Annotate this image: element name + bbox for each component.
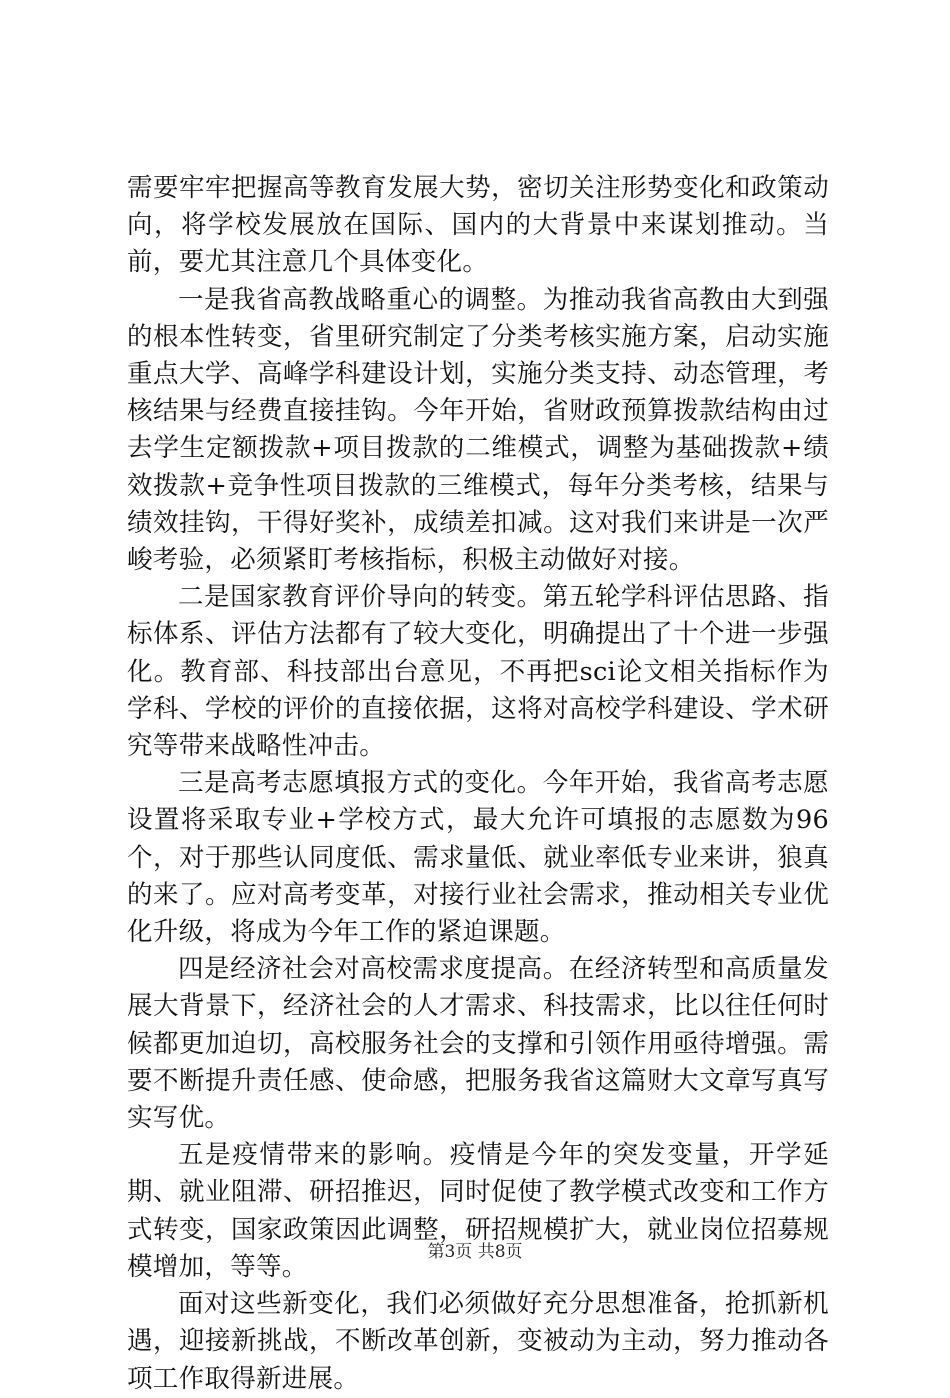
paragraph-change-5: 五是疫情带来的影响。疫情是今年的突发变量，开学延期、就业阻滞、研招推迟，同时促使了教学模式改变和工作方式转变，国家政策因此调整，研招规模扩大，就业岗位招募规模增加，等等。: [127, 1140, 829, 1282]
paragraph-change-3: 三是高考志愿填报方式的变化。今年开始，我省高考志愿设置将采取专业+学校方式，最大允许可填报的志愿数为96个，对于那些认同度低、需求量低、就业率低专业来讲，狼真的来了。应对高考变革，对接行业社会需求，推动相关专业优化升级，将成为今年工作的紧迫课题。: [127, 768, 829, 948]
paragraph-intro-continuation: 需要牢牢把握高等教育发展大势，密切关注形势变化和政策动向，将学校发展放在国际、国内的大背景中来谋划推动。当前，要尤其注意几个具体变化。: [127, 173, 829, 278]
page-number-footer: 第3页 共8页: [427, 1242, 523, 1262]
paragraph-change-4: 四是经济社会对高校需求度提高。在经济转型和高质量发展大背景下，经济社会的人才需求、科技需求，比以往任何时候都更加迫切，高校服务社会的支撑和引领作用亟待增强。需要不断提升责任感、使命感，把服务我省这篇财大文章写真写实写优。: [127, 954, 829, 1134]
paragraph-change-2: 二是国家教育评价导向的转变。第五轮学科评估思路、指标体系、评估方法都有了较大变化，明确提出了十个进一步强化。教育部、科技部出台意见，不再把sci论文相关指标作为学科、学校的评价的直接依据，这将对高校学科建设、学术研究等带来战略性冲击。: [127, 582, 829, 762]
document-body: [127, 170, 829, 1398]
paragraph-conclusion: 面对这些新变化，我们必须做好充分思想准备，抢抓新机遇，迎接新挑战，不断改革创新，变被动为主动，努力推动各项工作取得新进展。: [127, 1289, 829, 1394]
paragraph-change-1: 一是我省高教战略重心的调整。为推动我省高教由大到强的根本性转变，省里研究制定了分类考核实施方案，启动实施重点大学、高峰学科建设计划，实施分类支持、动态管理，考核结果与经费直接挂钩。今年开始，省财政预算拨款结构由过去学生定额拨款+项目拨款的二维模式，调整为基础拨款+绩效拨款+竞争性项目拨款的三维模式，每年分类考核，结果与绩效挂钩，干得好奖补，成绩差扣减。这对我们来讲是一次严峻考验，必须紧盯考核指标，积极主动做好对接。: [127, 284, 829, 576]
